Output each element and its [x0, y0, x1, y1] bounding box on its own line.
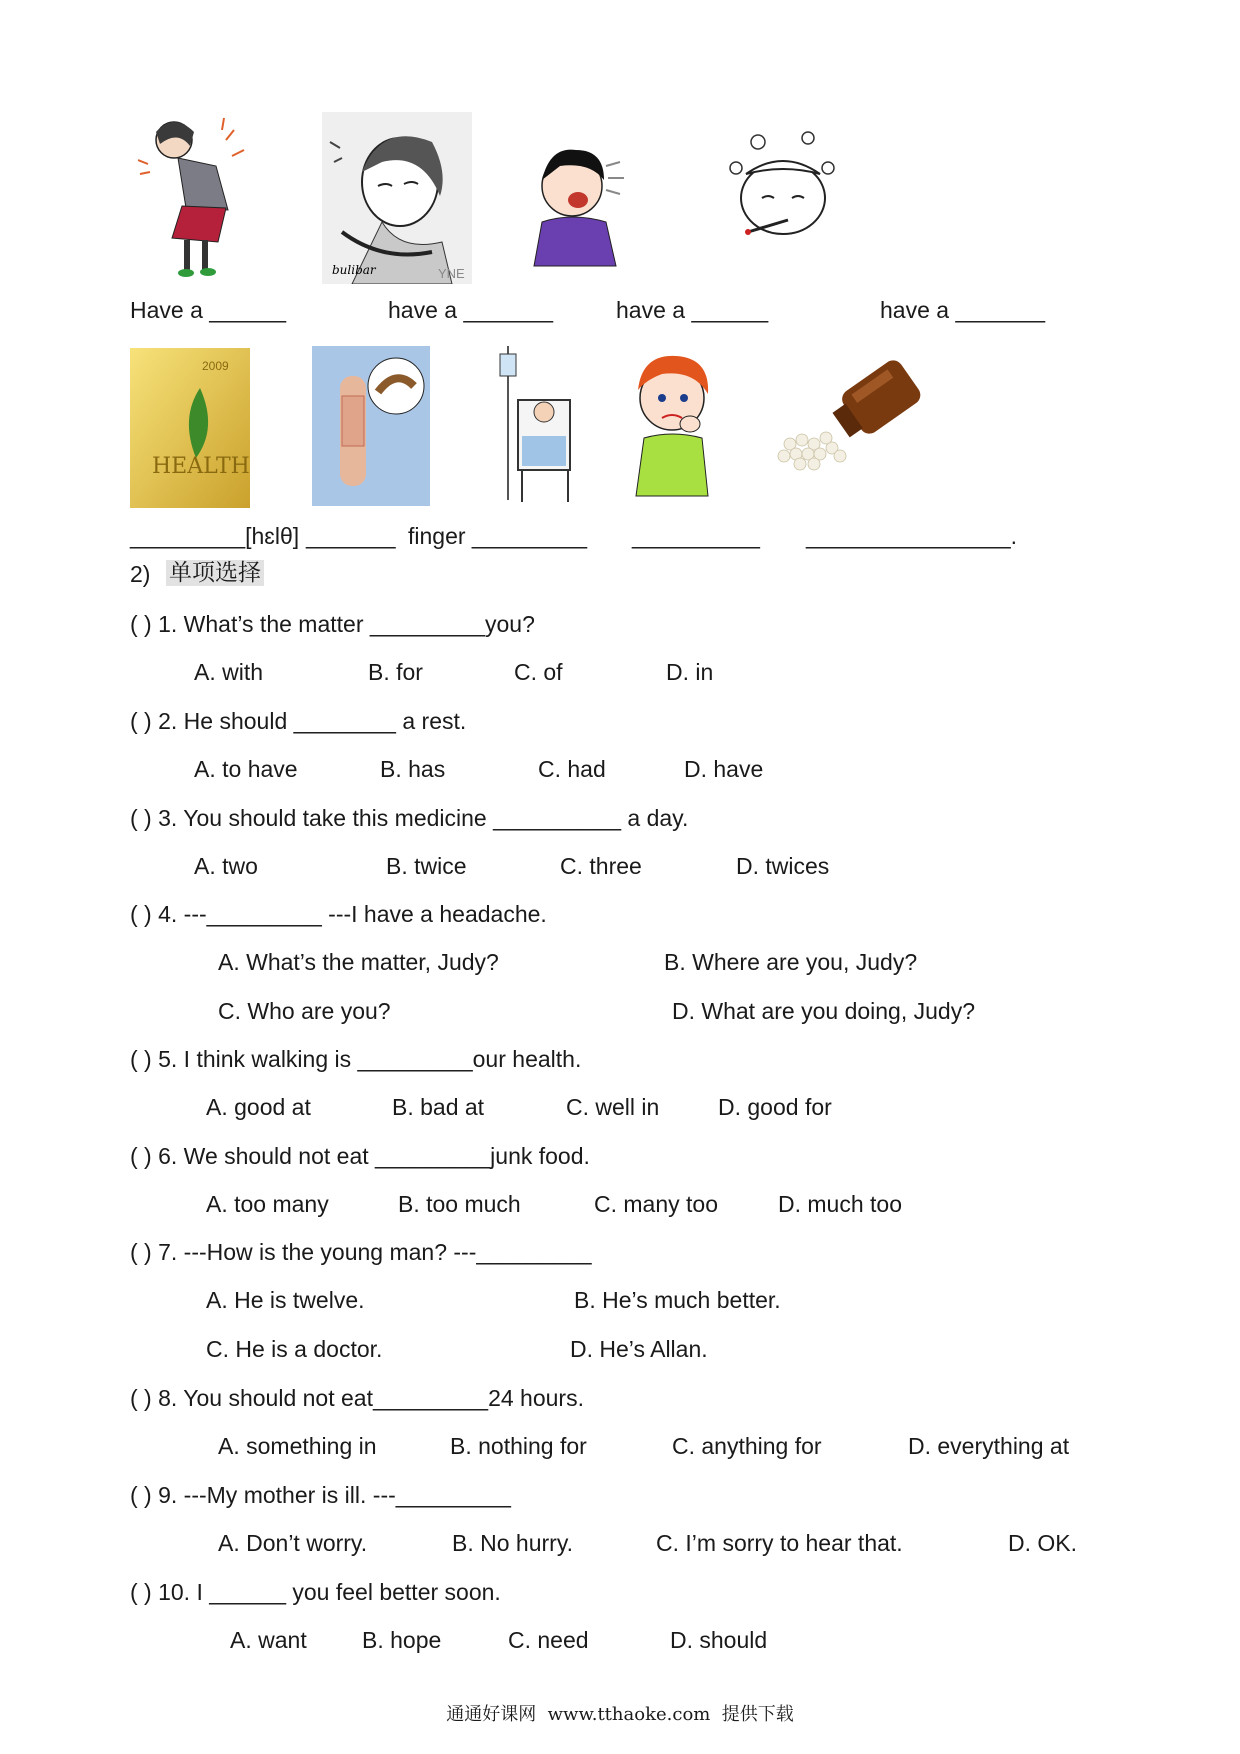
q4-option-c: C. Who are you?: [218, 998, 391, 1024]
q2-option-a: A. to have: [194, 756, 298, 782]
q1-option-b: B. for: [368, 659, 423, 685]
question-4-stem: ( ) 4. ---_________ ---I have a headache.: [130, 901, 547, 927]
section-number: 2): [130, 561, 151, 587]
hospital-bed-illustration: [478, 340, 578, 508]
q8-option-d: D. everything at: [908, 1433, 1070, 1459]
q7-option-a: A. He is twelve.: [206, 1287, 365, 1313]
q9-option-a: A. Don’t worry.: [218, 1530, 368, 1556]
q10-option-a: A. want: [230, 1627, 307, 1653]
q1-option-c: C. of: [514, 659, 563, 685]
q6-option-b: B. too much: [398, 1191, 521, 1217]
question-2-stem: ( ) 2. He should ________ a rest.: [130, 708, 467, 734]
q4-option-b: B. Where are you, Judy?: [664, 949, 918, 975]
q6-option-c: C. many too: [594, 1191, 718, 1217]
q4-option-d: D. What are you doing, Judy?: [672, 998, 975, 1024]
q6-option-d: D. much too: [778, 1191, 902, 1217]
q3-option-b: B. twice: [386, 853, 467, 879]
question-6-stem: ( ) 6. We should not eat _________junk food.: [130, 1143, 590, 1169]
health-book-title: HEALTH: [152, 454, 250, 479]
q8-option-b: B. nothing for: [450, 1433, 587, 1459]
page-footer: 通通好课网 www.tthaoke.com 提供下载: [446, 1704, 794, 1725]
row2-finger-phrase: finger _________: [408, 523, 588, 549]
q3-option-a: A. two: [194, 853, 258, 879]
q2-option-d: D. have: [684, 756, 764, 782]
injured-finger-photo: [312, 346, 430, 506]
headache-woman-illustration: [322, 112, 472, 284]
q5-option-c: C. well in: [566, 1094, 660, 1120]
health-book-cover: [130, 348, 250, 508]
q9-option-d: D. OK.: [1008, 1530, 1078, 1556]
q3-option-c: C. three: [560, 853, 642, 879]
question-9-stem: ( ) 9. ---My mother is ill. ---_________: [130, 1482, 511, 1508]
q7-option-c: C. He is a doctor.: [206, 1336, 383, 1362]
row1-label-4: have a _______: [880, 297, 1045, 323]
health-book-year: 2009: [202, 359, 229, 373]
q5-option-a: A. good at: [206, 1094, 311, 1120]
row2-blank-4: __________: [632, 523, 760, 549]
q1-option-a: A. with: [194, 659, 264, 685]
q7-option-d: D. He’s Allan.: [570, 1336, 708, 1362]
pic2-signature: bulibar: [332, 263, 376, 277]
q5-option-b: B. bad at: [392, 1094, 485, 1120]
question-3-stem: ( ) 3. You should take this medicine __________ a day.: [130, 805, 689, 831]
row2-blank-health: _________[hɛlθ]: [130, 523, 300, 549]
q4-option-a: A. What’s the matter, Judy?: [218, 949, 499, 975]
row2-blank-5: ________________.: [806, 523, 1018, 549]
row1-label-3: have a ______: [616, 297, 769, 323]
q9-option-c: C. I’m sorry to hear that.: [656, 1530, 903, 1556]
medicine-bottle-photo: [770, 344, 940, 504]
section-title: [166, 558, 264, 587]
q2-option-b: B. has: [380, 756, 446, 782]
section-title-text: 单项选择: [166, 560, 264, 586]
question-7-stem: ( ) 7. ---How is the young man? ---_________: [130, 1239, 592, 1265]
q3-option-d: D. twices: [736, 853, 830, 879]
row2-blank-2: _______: [306, 523, 396, 549]
question-5-stem: ( ) 5. I think walking is _________our health.: [130, 1046, 582, 1072]
q7-option-b: B. He’s much better.: [574, 1287, 781, 1313]
q10-option-d: D. should: [670, 1627, 768, 1653]
row1-label-1: Have a ______: [130, 297, 287, 323]
question-1-stem: ( ) 1. What’s the matter _________you?: [130, 611, 535, 637]
fever-sick-illustration: [728, 128, 838, 258]
q8-option-a: A. something in: [218, 1433, 377, 1459]
pic2-mark: YNE: [438, 266, 465, 281]
toothache-boy-illustration: [622, 346, 722, 506]
cough-boy-illustration: [520, 136, 630, 276]
stomachache-girl-illustration: [138, 110, 248, 280]
q10-option-c: C. need: [508, 1627, 589, 1653]
row1-label-2: have a _______: [388, 297, 553, 323]
q8-option-c: C. anything for: [672, 1433, 822, 1459]
q6-option-a: A. too many: [206, 1191, 329, 1217]
q2-option-c: C. had: [538, 756, 606, 782]
question-8-stem: ( ) 8. You should not eat_________24 hours.: [130, 1385, 584, 1411]
q10-option-b: B. hope: [362, 1627, 442, 1653]
q1-option-d: D. in: [666, 659, 714, 685]
q9-option-b: B. No hurry.: [452, 1530, 573, 1556]
q5-option-d: D. good for: [718, 1094, 832, 1120]
question-10-stem: ( ) 10. I ______ you feel better soon.: [130, 1579, 501, 1605]
